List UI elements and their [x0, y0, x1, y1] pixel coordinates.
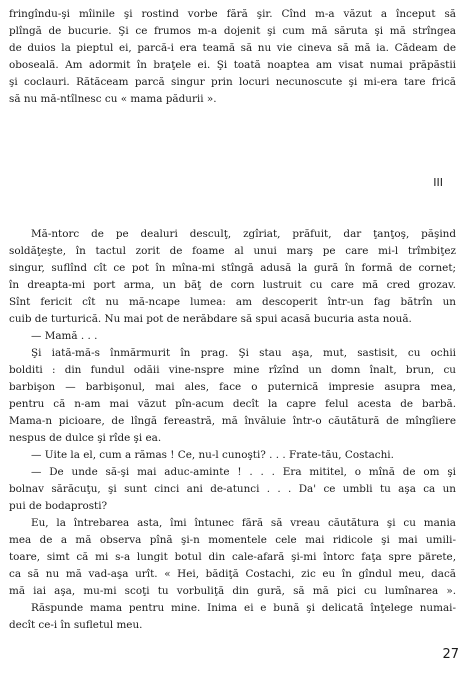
text-line: mea de a mă observa pînă şi-n momentele cele mai ridicole şi mai umili- [9, 534, 456, 546]
text-line: oboseală. Am adormit în braţele ei. Şi toată noaptea am visat numai prăpăstii [9, 59, 456, 71]
text-line: Răspunde mama pentru mine. Inima ei e bună şi delicată înţelege numai- [31, 602, 456, 614]
text-line: Mama-n picioare, de lîngă fereastră, mă învăluie într-o căutătură de mîngîiere [9, 415, 456, 427]
text-line: soldăţeşte, în tactul zorit de foame al unui marş pe care mi-l trîmbiţez [9, 245, 456, 257]
page-number: 27 [442, 647, 459, 662]
text-line: Eu, la întrebarea asta, îmi întunec fără să vreau căutătura şi cu mania [31, 517, 456, 529]
chapter-body [9, 226, 456, 634]
text-line: bolditi : din fundul odăii vine-nspre mine rîzînd un domn înalt, brun, cu [9, 364, 456, 376]
text-line: ca să nu mă vad-aşa urît. « Hei, bădiţă Costachi, zic eu în gîndul meu, dacă [9, 568, 456, 580]
text-line: mă iai aşa, mu-mi scoţi tu vorbuliţă din gură, să mă pici cu lumînarea ». [9, 585, 456, 597]
text-line: — Mamă . . . [31, 330, 98, 342]
text-line: pui de bodaprosti? [9, 500, 108, 512]
text-line: fringîndu-şi mîinile şi rostind vorbe fără şir. Cînd m-a văzut a început să [9, 8, 456, 20]
text-line: barbişon — barbişonul, mai ales, face o puternică impresie asupra mea, [9, 381, 456, 393]
text-line: şi coclauri. Rătăceam parcă singur prin locuri necunoscute şi mi-era tare frică [9, 76, 456, 88]
paragraph-continuation [9, 6, 456, 108]
text-line: bolnav sărăcuţu, şi sunt cinci ani de-atunci . . . Da' ce umbli tu aşa ca un [9, 483, 456, 495]
text-line: toare, simt că mi s-a lungit botul din cale-afară şi-mi întorc faţa spre pärete, [9, 551, 456, 563]
text-line: Şi iată-mă-s înmărmurit în prag. Şi stau aşa, mut, sastisit, cu ochii [31, 347, 456, 359]
text-line: plîngă de bucurie. Şi ce frumos m-a dojenit şi cum mă săruta şi mă strîngea [9, 25, 456, 37]
text-line: cuib de turturică. Nu mai pot de nerăbdare să spui acasă bucuria asta nouă. [9, 313, 412, 325]
text-line: în dreapta-mi port arma, un băţ de corn lustruit cu care mă cred grozav. [9, 279, 456, 291]
chapter-heading: III [433, 176, 443, 189]
text-line: singur, suflînd cît ce pot în mîna-mi stîngă adusă la gură în formă de cornet; [9, 262, 456, 274]
text-line: decît ce-i în sufletul meu. [9, 619, 143, 631]
text-line: — Uite la el, cum a rămas ! Ce, nu-l cunoşti? . . . Frate-tău, Costachi. [31, 449, 394, 461]
text-line: — De unde să-şi mai aduc-aminte ! . . . Era mititel, o mînă de om şi [31, 466, 456, 478]
text-line: nespus de dulce şi rîde şi ea. [9, 432, 162, 444]
text-line: să nu mă-ntîlnesc cu « mama pădurii ». [9, 93, 217, 105]
text-line: pentru că n-am mai văzut pîn-acum decît la capre felul acesta de barbă. [9, 398, 456, 410]
text-line: de duios la pieptul ei, parcă-i era teamă să nu vie cineva să mă ia. Cădeam de [9, 42, 456, 54]
text-line: Mă-ntorc de pe dealuri desculţ, zgîriat, prăfuit, dar ţanţoş, păşind [31, 228, 456, 240]
text-line: Sînt fericit cît nu mă-ncape lumea: am descoperit într-un fag bătrîn un [9, 296, 456, 308]
